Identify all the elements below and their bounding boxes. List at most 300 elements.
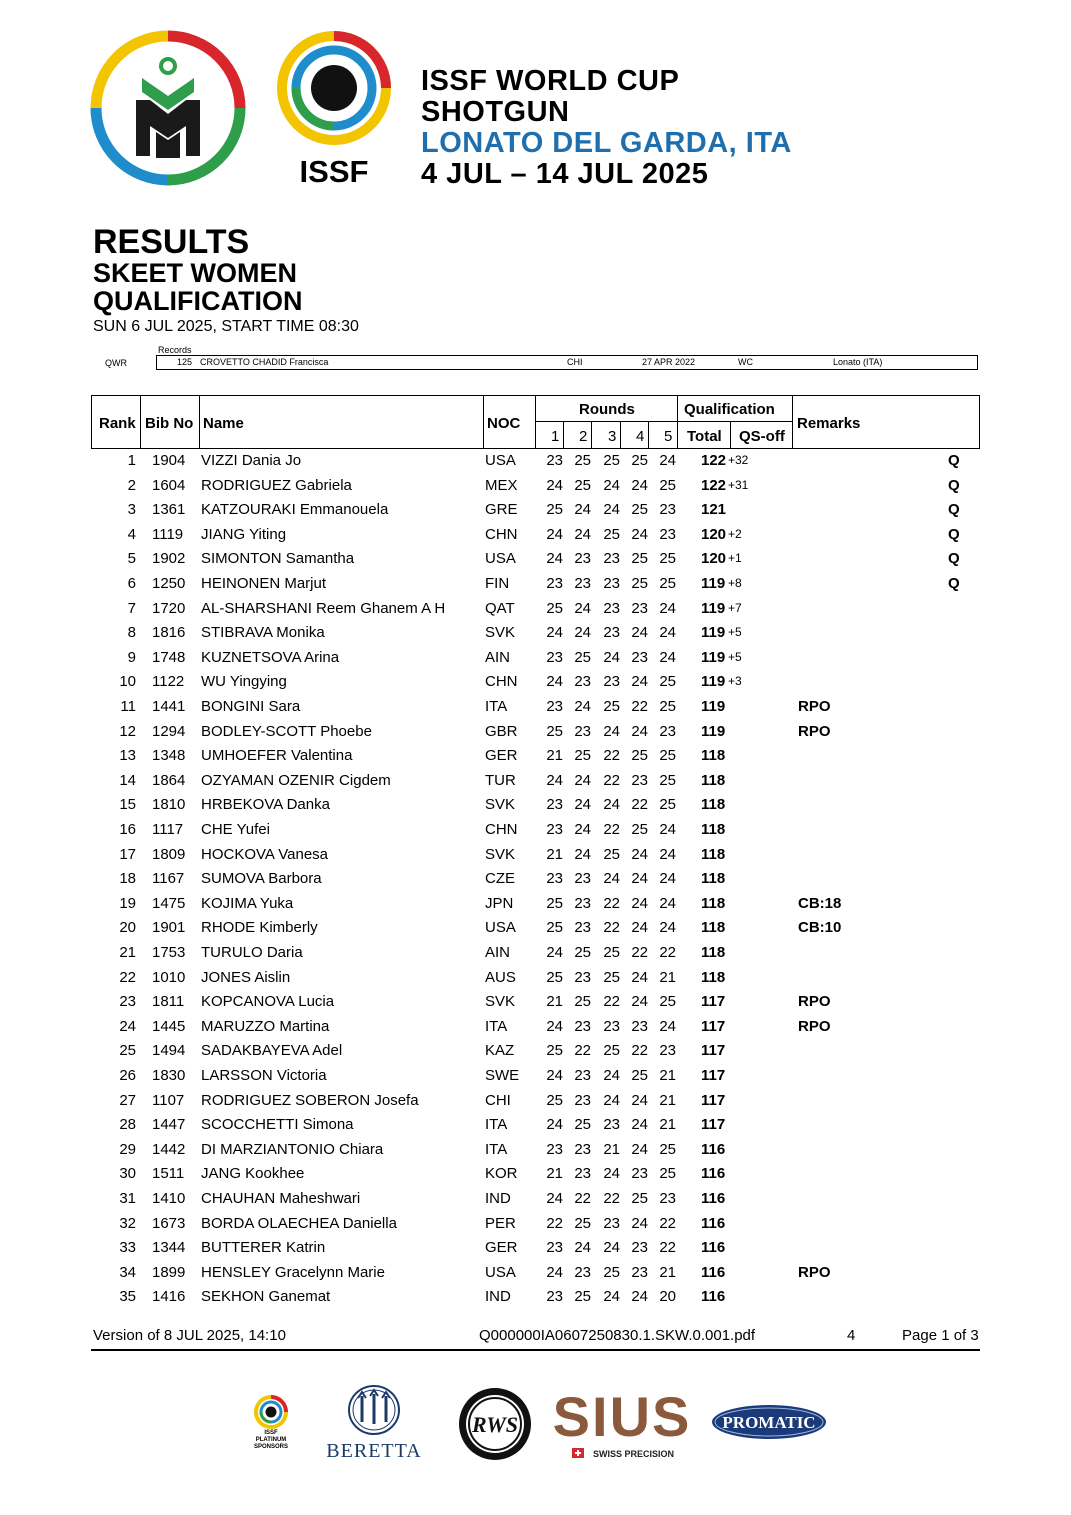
total-score: 120: [701, 550, 727, 568]
total-score: 122: [701, 452, 727, 469]
total-score: 118: [701, 919, 726, 937]
round-4-score: 23: [631, 1239, 648, 1257]
athlete-name: WU Yingying: [201, 673, 287, 691]
table-row: [0, 600, 1071, 624]
qs-off-score: +5: [728, 649, 742, 664]
round-5-score: 25: [659, 796, 676, 814]
round-3-score: 25: [603, 525, 620, 543]
bib-cell: 1442: [152, 1140, 186, 1158]
rank-cell: 26: [119, 1067, 136, 1084]
table-row: [0, 550, 1071, 574]
table-row: [0, 846, 1071, 870]
footer-page: Page 1 of 3: [902, 1327, 979, 1344]
col-total: Total: [687, 428, 722, 445]
round-3-score: 24: [603, 1091, 620, 1109]
bib-cell: 1416: [152, 1288, 186, 1306]
noc-cell: USA: [485, 452, 516, 469]
round-1-score: 24: [546, 1116, 563, 1134]
qs-off-score: +1: [728, 551, 742, 566]
round-2-score: 24: [574, 845, 591, 863]
bib-cell: 1361: [152, 501, 186, 519]
round-1-score: 23: [546, 1140, 563, 1158]
round-1-score: 24: [546, 1017, 563, 1035]
col-rank: Rank: [99, 415, 136, 432]
rank-cell: 35: [119, 1288, 136, 1306]
round-2-score: 25: [574, 1288, 591, 1306]
total-score: 120: [701, 525, 727, 543]
athlete-name: DI MARZIANTONIO Chiara: [201, 1140, 384, 1158]
athlete-name: HEINONEN Marjut: [201, 575, 327, 592]
round-4-score: 24: [631, 993, 648, 1011]
round-2-score: 24: [574, 624, 591, 642]
records-box: [156, 355, 978, 370]
issf-logo: [272, 30, 396, 190]
round-2-score: 23: [574, 1165, 591, 1183]
remark-cell: RPO: [798, 1017, 831, 1035]
athlete-name: MARUZZO Martina: [201, 1017, 330, 1035]
rank-cell: 22: [119, 968, 136, 986]
total-score: 117: [701, 1042, 726, 1060]
round-5-score: 21: [659, 1067, 676, 1084]
round-4-score: 23: [631, 599, 648, 617]
round-3-score: 24: [603, 648, 620, 666]
round-3-score: 24: [603, 870, 620, 888]
col-rounds: Rounds: [579, 401, 635, 418]
rank-cell: 28: [119, 1116, 136, 1134]
athlete-name: CHE Yufei: [201, 821, 270, 838]
round-3-score: 21: [603, 1140, 620, 1158]
round-4-score: 24: [631, 673, 648, 691]
bib-cell: 1107: [152, 1091, 185, 1109]
record-score: 125: [177, 357, 193, 367]
noc-cell: KAZ: [485, 1042, 515, 1060]
noc-cell: ITA: [485, 1140, 508, 1158]
table-row: [0, 772, 1071, 796]
round-4-score: 25: [631, 821, 648, 838]
round-3-score: 25: [603, 1263, 620, 1281]
round-4-score: 24: [631, 1091, 648, 1109]
athlete-name: SCOCCHETTI Simona: [201, 1116, 354, 1134]
round-4-score: 24: [631, 845, 648, 863]
athlete-name: JANG Kookhee: [201, 1165, 305, 1183]
round-5-score: 25: [659, 1165, 676, 1183]
total-score: 121: [701, 501, 727, 519]
round-2-score: 23: [574, 894, 591, 912]
total-score: 118: [701, 944, 726, 961]
qs-off-score: +31: [728, 477, 749, 492]
bib-cell: 1811: [152, 993, 185, 1011]
round-4-score: 23: [631, 648, 648, 666]
qs-off-score: +32: [728, 453, 749, 467]
round-4-score: 25: [631, 501, 648, 519]
remark-cell: CB:10: [798, 919, 842, 937]
round-1-score: 23: [546, 575, 563, 592]
noc-cell: PER: [485, 1214, 516, 1232]
round-3-score: 23: [603, 1214, 620, 1232]
round-3-score: 24: [603, 1165, 620, 1183]
bib-cell: 1410: [152, 1190, 186, 1207]
round-1-score: 22: [546, 1214, 563, 1232]
bib-cell: 1447: [152, 1116, 186, 1134]
event-location: LONATO DEL GARDA, ITA: [421, 127, 792, 159]
athlete-name: RHODE Kimberly: [201, 919, 318, 937]
round-3-score: 24: [603, 1067, 620, 1084]
total-score: 118: [701, 894, 726, 912]
bib-cell: 1720: [152, 599, 186, 617]
noc-cell: USA: [485, 1263, 516, 1281]
round-4-score: 25: [631, 575, 648, 592]
round-3-score: 22: [603, 919, 620, 937]
round-2-score: 23: [574, 919, 591, 937]
table-row: [0, 649, 1071, 673]
rank-cell: 25: [119, 1042, 136, 1060]
issf-wordmark: ISSF: [299, 154, 369, 189]
table-row: [0, 501, 1071, 525]
footer-divider: [91, 1349, 980, 1351]
noc-cell: CHN: [485, 673, 518, 691]
table-row: [0, 796, 1071, 820]
phase-name: QUALIFICATION: [93, 286, 303, 316]
round-3-score: 23: [603, 550, 620, 568]
athlete-name: BUTTERER Katrin: [201, 1239, 326, 1257]
athlete-name: SADAKBAYEVA Adel: [201, 1042, 343, 1060]
round-2-score: 24: [574, 501, 591, 519]
table-row: [0, 944, 1071, 968]
round-1-score: 25: [546, 501, 563, 519]
total-score: 118: [701, 821, 726, 838]
round-5-score: 22: [659, 1239, 676, 1257]
athlete-name: BORDA OLAECHEA Daniella: [201, 1214, 397, 1232]
promatic-logo: [710, 1402, 828, 1442]
remark-cell: CB:18: [798, 894, 842, 912]
round-5-score: 20: [659, 1288, 676, 1306]
round-4-score: 23: [631, 1263, 648, 1281]
athlete-name: VIZZI Dania Jo: [201, 452, 302, 469]
round-4-score: 25: [631, 452, 648, 469]
round-1-score: 24: [546, 771, 563, 789]
round-4-score: 24: [631, 1288, 648, 1306]
round-1-score: 24: [546, 673, 563, 691]
rank-cell: 17: [119, 845, 136, 863]
rank-cell: 32: [119, 1214, 136, 1232]
athlete-name: KATZOURAKI Emmanouela: [201, 501, 389, 519]
noc-cell: ITA: [485, 698, 508, 715]
svg-text:SWISS PRECISION: SWISS PRECISION: [593, 1449, 675, 1459]
noc-cell: GER: [485, 1239, 518, 1257]
record-competition: WC: [738, 357, 753, 367]
round-3-score: 22: [603, 894, 620, 912]
noc-cell: JPN: [485, 894, 514, 912]
round-1-score: 24: [546, 525, 563, 543]
qualified-mark: Q: [948, 476, 960, 494]
bib-cell: 1167: [152, 870, 185, 888]
athlete-name: HOCKOVA Vanesa: [201, 845, 329, 863]
qualified-mark: Q: [948, 550, 960, 568]
table-row: [0, 919, 1071, 943]
col-noc: NOC: [487, 415, 521, 432]
round-1-score: 25: [546, 919, 563, 937]
round-5-score: 25: [659, 673, 676, 691]
athlete-name: SIMONTON Samantha: [201, 550, 355, 568]
table-row: [0, 821, 1071, 845]
round-5-score: 24: [659, 452, 676, 469]
col-name: Name: [203, 415, 244, 432]
round-3-score: 23: [603, 599, 620, 617]
noc-cell: IND: [485, 1288, 511, 1306]
round-2-score: 25: [574, 1116, 591, 1134]
athlete-name: BONGINI Sara: [201, 698, 301, 715]
athlete-name: KOPCANOVA Lucia: [201, 993, 335, 1011]
noc-cell: GER: [485, 747, 518, 765]
round-5-score: 25: [659, 550, 676, 568]
noc-cell: IND: [485, 1190, 511, 1207]
round-4-score: 25: [631, 550, 648, 568]
table-row: [0, 747, 1071, 771]
athlete-name: UMHOEFER Valentina: [201, 747, 353, 765]
athlete-name: LARSSON Victoria: [201, 1067, 327, 1084]
round-2-score: 22: [574, 1042, 591, 1060]
athlete-name: RODRIGUEZ Gabriela: [201, 476, 352, 494]
noc-cell: SWE: [485, 1067, 520, 1084]
round-3-score: 24: [603, 1239, 620, 1257]
round-2-score: 23: [574, 1091, 591, 1109]
rank-cell: 34: [119, 1263, 136, 1281]
bib-cell: 1475: [152, 894, 186, 912]
qs-off-score: +5: [728, 625, 742, 640]
round-5-score: 25: [659, 698, 676, 715]
bib-cell: 1673: [152, 1214, 186, 1232]
round-3-score: 25: [603, 944, 620, 961]
round-5-score: 23: [659, 722, 676, 740]
round-4-score: 24: [631, 870, 648, 888]
round-2-score: 24: [574, 1239, 591, 1257]
round-3-score: 23: [603, 1017, 620, 1035]
round-2-score: 23: [574, 1140, 591, 1158]
table-row: [0, 870, 1071, 894]
footer-filename: Q000000IA0607250830.1.SKW.0.001.pdf: [479, 1327, 756, 1344]
bib-cell: 1748: [152, 648, 186, 666]
total-score: 118: [701, 870, 726, 888]
round-5-score: 21: [659, 968, 676, 986]
table-row: [0, 1288, 1071, 1312]
rank-cell: 3: [127, 501, 136, 519]
athlete-name: HENSLEY Gracelynn Marie: [201, 1263, 385, 1281]
round-2-score: 25: [574, 993, 591, 1011]
total-score: 119: [701, 698, 726, 715]
footer-version: Version of 8 JUL 2025, 14:10: [93, 1327, 286, 1344]
athlete-name: TURULO Daria: [201, 944, 303, 961]
table-row: [0, 1141, 1071, 1165]
qualified-mark: Q: [948, 575, 960, 592]
round-2-score: 23: [574, 968, 591, 986]
bib-cell: 1117: [152, 821, 184, 838]
round-5-score: 25: [659, 575, 676, 592]
round-1-score: 25: [546, 1042, 563, 1060]
beretta-logo: [322, 1384, 426, 1460]
table-row: [0, 895, 1071, 919]
issf-platinum-sponsors-logo: [247, 1394, 295, 1450]
round-1-score: 23: [546, 1239, 563, 1257]
total-score: 117: [701, 1017, 726, 1035]
round-1-score: 23: [546, 870, 563, 888]
table-row: [0, 969, 1071, 993]
rank-cell: 9: [127, 648, 136, 666]
table-row: [0, 698, 1071, 722]
rank-cell: 8: [127, 624, 136, 642]
qs-off-score: +8: [728, 576, 742, 590]
noc-cell: SVK: [485, 796, 516, 814]
total-score: 116: [701, 1239, 726, 1257]
round-3-score: 25: [603, 452, 620, 469]
noc-cell: AIN: [485, 648, 511, 666]
round-1-score: 23: [546, 821, 563, 838]
round-2-score: 23: [574, 870, 591, 888]
table-row: [0, 993, 1071, 1017]
table-row: [0, 452, 1071, 476]
round-5-score: 25: [659, 476, 676, 494]
noc-cell: SVK: [485, 624, 516, 642]
svg-text:ISSF: ISSF: [264, 1430, 278, 1436]
rank-cell: 12: [119, 722, 136, 740]
total-score: 119: [701, 722, 726, 740]
records-label: Records: [158, 345, 192, 355]
event-title-line1: ISSF WORLD CUP: [421, 65, 680, 97]
round-4-score: 22: [631, 944, 648, 961]
total-score: 118: [701, 796, 726, 814]
table-row: [0, 1116, 1071, 1140]
svg-text:RWS: RWS: [471, 1412, 519, 1437]
rank-cell: 23: [119, 993, 136, 1011]
round-5-score: 24: [659, 821, 676, 838]
total-score: 119: [701, 575, 726, 592]
noc-cell: AIN: [485, 944, 511, 961]
round-3-score: 24: [603, 1288, 620, 1306]
round-1-score: 23: [546, 698, 563, 715]
round-4-score: 24: [631, 919, 648, 937]
round-5-score: 25: [659, 993, 676, 1011]
table-row: [0, 477, 1071, 501]
table-row: [0, 526, 1071, 550]
round-3-score: 24: [603, 501, 620, 519]
rank-cell: 4: [127, 525, 136, 543]
table-row: [0, 1215, 1071, 1239]
bib-cell: 1441: [152, 698, 186, 715]
round-2-score: 25: [574, 747, 591, 765]
athlete-name: SUMOVA Barbora: [201, 870, 322, 888]
round-1-score: 23: [546, 1288, 563, 1306]
total-score: 117: [701, 1067, 726, 1084]
table-row: [0, 1042, 1071, 1066]
noc-cell: SVK: [485, 845, 516, 863]
round-3-score: 23: [603, 673, 620, 691]
total-score: 119: [701, 624, 726, 642]
round-1-score: 24: [546, 476, 563, 494]
noc-cell: FIN: [485, 575, 510, 592]
total-score: 116: [701, 1263, 726, 1281]
athlete-name: HRBEKOVA Danka: [201, 796, 330, 814]
bib-cell: 1902: [152, 550, 186, 568]
rank-cell: 15: [119, 796, 136, 814]
noc-cell: GBR: [485, 722, 518, 740]
round-1-score: 25: [546, 894, 563, 912]
table-row: [0, 1239, 1071, 1263]
rank-cell: 2: [127, 476, 136, 494]
round-1-score: 25: [546, 968, 563, 986]
round-1-score: 25: [546, 1091, 563, 1109]
event-name: SKEET WOMEN: [93, 258, 298, 288]
athlete-name: OZYAMAN OZENIR Cigdem: [201, 771, 391, 789]
round-2-score: 23: [574, 550, 591, 568]
table-row: [0, 1190, 1071, 1214]
qs-off-score: +3: [728, 674, 742, 689]
noc-cell: USA: [485, 919, 516, 937]
round-4-score: 25: [631, 747, 648, 765]
round-5-score: 24: [659, 919, 676, 937]
total-score: 117: [701, 993, 726, 1011]
round-4-score: 23: [631, 1165, 648, 1183]
footer-number: 4: [847, 1327, 856, 1344]
bib-cell: 1830: [152, 1067, 186, 1084]
table-row: [0, 575, 1071, 599]
rank-cell: 10: [119, 673, 136, 691]
qualified-mark: Q: [948, 501, 960, 519]
total-score: 116: [701, 1140, 726, 1158]
remark-cell: RPO: [798, 993, 831, 1011]
round-4-score: 25: [631, 1067, 648, 1084]
round-5-score: 25: [659, 1140, 676, 1158]
round-2-score: 23: [574, 1067, 591, 1084]
round-1-score: 21: [546, 747, 563, 765]
athlete-name: STIBRAVA Monika: [201, 624, 325, 642]
noc-cell: SVK: [485, 993, 516, 1011]
rank-cell: 18: [119, 870, 136, 888]
total-score: 116: [701, 1288, 726, 1306]
round-4-score: 24: [631, 1116, 648, 1134]
round-2-score: 24: [574, 796, 591, 814]
rank-cell: 11: [120, 698, 136, 715]
round-1-score: 24: [546, 1067, 563, 1084]
total-score: 118: [701, 968, 726, 986]
bib-cell: 1899: [152, 1263, 186, 1281]
round-3-score: 25: [603, 1042, 620, 1060]
rank-cell: 14: [119, 771, 136, 789]
noc-cell: CHN: [485, 525, 518, 543]
col-round-3: 3: [608, 428, 617, 445]
round-2-score: 24: [574, 599, 591, 617]
table-row: [0, 1264, 1071, 1288]
federation-logo: [90, 30, 246, 186]
round-2-score: 24: [574, 698, 591, 715]
round-2-score: 23: [574, 1263, 591, 1281]
round-4-score: 22: [631, 698, 648, 715]
col-round-5: 5: [664, 428, 673, 445]
round-2-score: 23: [574, 575, 591, 592]
rank-cell: 1: [127, 452, 136, 469]
total-score: 118: [701, 747, 726, 765]
col-qsoff: QS-off: [739, 428, 785, 445]
round-5-score: 24: [659, 870, 676, 888]
rank-cell: 33: [119, 1239, 136, 1257]
total-score: 119: [701, 673, 726, 691]
round-5-score: 24: [659, 1017, 676, 1035]
bib-cell: 1250: [152, 575, 186, 592]
round-5-score: 23: [659, 525, 676, 543]
total-score: 122: [701, 476, 727, 494]
record-noc: CHI: [567, 357, 583, 367]
qs-off-score: +2: [728, 526, 742, 541]
athlete-name: CHAUHAN Maheshwari: [201, 1190, 361, 1207]
total-score: 117: [701, 1116, 726, 1134]
